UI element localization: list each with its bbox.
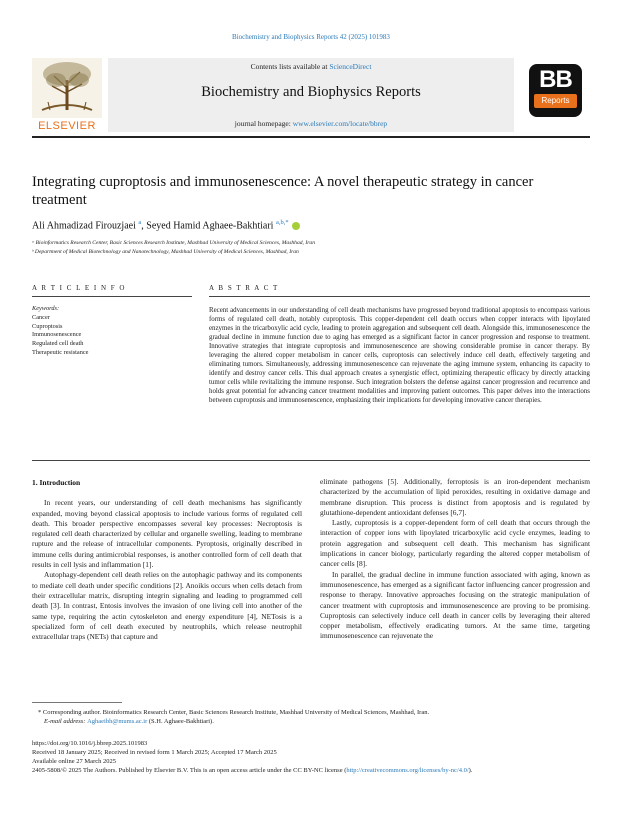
author-separator: ,: [141, 220, 147, 232]
body-paragraph: In parallel, the gradual decline in immune function associated with aging, known as immunosenescence, has emerged as a significant factor influencing cancer progression and response to therapy. Innovative approaches focusing on the strategic manipulation of cancer treatment with cuproptosis and immunosenescence are proving to be promising. Cuproptosis can selectively induce cell death in cancer cells by leveraging their altered copper metabolism, effectively eradicating tumors. At the same time, targeting immunosenescence can rejuvenate the: [320, 569, 590, 641]
body-paragraph: Lastly, cuproptosis is a copper-dependent form of cell death that occurs through the interaction of copper ions with lipoylated tricarboxylic acid cycle enzymes, leading to protein aggregation and subsequent cell death. This mechanism has significant implications in cancer biology, particularly regarding the altered copper metabolism of cancer cells [8].: [320, 518, 590, 569]
journal-homepage: [108, 119, 514, 128]
journal-logo-letters: BB: [539, 66, 572, 93]
license-statement: [32, 767, 590, 775]
license-suffix: ).: [468, 767, 473, 774]
journal-title: Biochemistry and Biophysics Reports: [201, 84, 421, 100]
email-link[interactable]: Aghaeibh@mums.ac.ir: [87, 718, 148, 725]
email-line: [32, 718, 590, 726]
corresponding-author-note: * Corresponding author. Bioinformatics Research Center, Basic Sciences Research Institute, Mashhad University of Medical Sciences, Mashhad, Iran.: [38, 709, 430, 716]
body-paragraph: Autophagy-dependent cell death relies on the autophagic pathway and its components to mediate cell death under specific conditions [2]. Anoikis occurs when cells detach from their extracellular matrix, disrupting integrin signaling and leading to programmed cell death [3]. In contrast, Entosis involves the invasion of one living cell into another of the same type, requiring the actin cytoskeleton and energy expenditure [4], NETosis is a specialized form of cell death executed by neutrophils, which release neutrophil extracellular traps (NETs) that capture and: [32, 570, 302, 642]
license-link[interactable]: http://creativecommons.org/licenses/by-nc/4.0/: [346, 767, 469, 774]
keyword-item: Cuproptosis: [32, 322, 63, 330]
abstract-heading: A B S T R A C T: [209, 284, 279, 292]
info-rule: [32, 296, 192, 297]
journal-logo-sub: Reports: [541, 96, 570, 105]
email-label: E-mail address:: [44, 718, 88, 725]
homepage-prefix: journal homepage:: [234, 119, 293, 128]
abstract-bottom-rule: [32, 460, 590, 461]
keywords-label: Keywords:: [32, 305, 60, 312]
abstract-rule: [209, 296, 590, 297]
header-divider: [32, 136, 590, 138]
footnote-rule: [32, 702, 122, 703]
keyword-item: Immunosenescence: [32, 331, 82, 339]
homepage-link[interactable]: www.elsevier.com/locate/bbrep: [292, 119, 388, 128]
elsevier-wordmark: ELSEVIER: [38, 120, 96, 132]
author-affiliation-mark[interactable]: a: [138, 219, 142, 226]
received-dates: Received 18 January 2025; Received in revised form 1 March 2025; Accepted 17 March 2025: [32, 749, 277, 756]
email-suffix: (S.H. Aghaee-Bakhtiari).: [147, 718, 214, 725]
keyword-item: Regulated cell death: [32, 340, 84, 348]
doi-link[interactable]: https://doi.org/10.1016/j.bbrep.2025.101983: [32, 740, 148, 747]
affiliation-b: ᵇ Department of Medical Biotechnology and Nanotechnology, Mashhad University of Medical Sciences, Mashhad, Iran: [32, 249, 299, 255]
contents-available: [108, 62, 514, 71]
keyword-item: Therapeutic resistance: [32, 348, 89, 356]
article-title: Integrating cuproptosis and immunosenescence: A novel therapeutic strategy in cancer treatment: [32, 174, 534, 208]
body-paragraph: In recent years, our understanding of cell death mechanisms has significantly expanded, moving beyond classical apoptosis to include various forms of regulated cell death. This broader perspective encompasses several key processes: Necroptosis is regulated cell death characterized by cellular and organelle swelling, leading to membrane rupture and the release of intracellular components. Pyroptosis, originally described in immune cells during antimicrobial responses, is another controlled form of cell death that results in cell lysis and inflammation [1].: [32, 498, 302, 570]
body-left-column: [32, 478, 302, 642]
section-heading: 1. Introduction: [32, 478, 81, 487]
body-paragraph: eliminate pathogens [5]. Additionally, ferroptosis is an iron-dependent mechanism characterized by the accumulation of lipid peroxides, resulting in oxidative damage and membrane disruption. This process is distinct from apoptosis and is regulated by glutathione-dependent antioxidant defenses [6,7].: [320, 477, 590, 517]
license-prefix: 2405-5808/© 2025 The Authors. Published by Elsevier B.V. This is an open access article under the CC BY-NC license (: [32, 767, 347, 774]
available-online: Available online 27 March 2025: [32, 758, 116, 765]
body-right-column: [320, 477, 590, 642]
author-list: [32, 219, 572, 231]
sciencedirect-link[interactable]: ScienceDirect: [329, 62, 372, 71]
author-name[interactable]: Ali Ahmadizad Firouzjaei: [32, 220, 136, 232]
affiliation-a: ᵃ Bioinformatics Research Center, Basic Sciences Research Institute, Mashhad University of Medical Sciences, Mashhad, Iran: [32, 240, 315, 246]
article-info-heading: A R T I C L E I N F O: [32, 284, 126, 292]
author-name[interactable]: Seyed Hamid Aghaee-Bakhtiari: [146, 220, 274, 232]
author-affiliation-mark[interactable]: a,b,*: [275, 219, 289, 226]
orcid-icon[interactable]: [292, 222, 300, 230]
keyword-item: Cancer: [32, 314, 50, 321]
journal-citation[interactable]: Biochemistry and Biophysics Reports 42 (2025) 101983: [232, 33, 390, 41]
abstract-text: Recent advancements in our understanding of cell death mechanisms have progressed beyond traditional apoptosis to encompass various forms of regulated cell death, notably cuproptosis. This copper-dependent cell death occurs when copper interacts with lipoylated enzymes in the tricarboxylic acid cycle, leading to protein aggregation and subsequent cell death. Alongside this, immunosenescence the gradual decline in immune function due to aging has emerged as a significant factor in cancer progression and response to treatment. Innovative strategies that integrate cuproptosis and immunosenescence are showing considerable promise in cancer therapy. By leveraging the altered copper metabolism in cancer cells, cuproptosis can selectively induce cell death, effectively targeting and eliminating tumors. Simultaneously, addressing immunosenescence can rejuvenate the aging immune system, enhancing its capacity to identify and destroy cancer cells. This dual approach creates a synergistic effect, optimizing therapeutic efficacy by directly attacking tumor cells while revitalizing the immune response. Such integration bolsters the defense against cancer progression and recurrence and holds great potential for advancing cancer treatment modalities and improving patient outcomes. This paper delves into the interactions between cuproptosis and immunosenescence, emphasizing their implications for developing innovative cancer therapies.: [209, 307, 590, 405]
contents-prefix: Contents lists available at: [250, 62, 330, 71]
